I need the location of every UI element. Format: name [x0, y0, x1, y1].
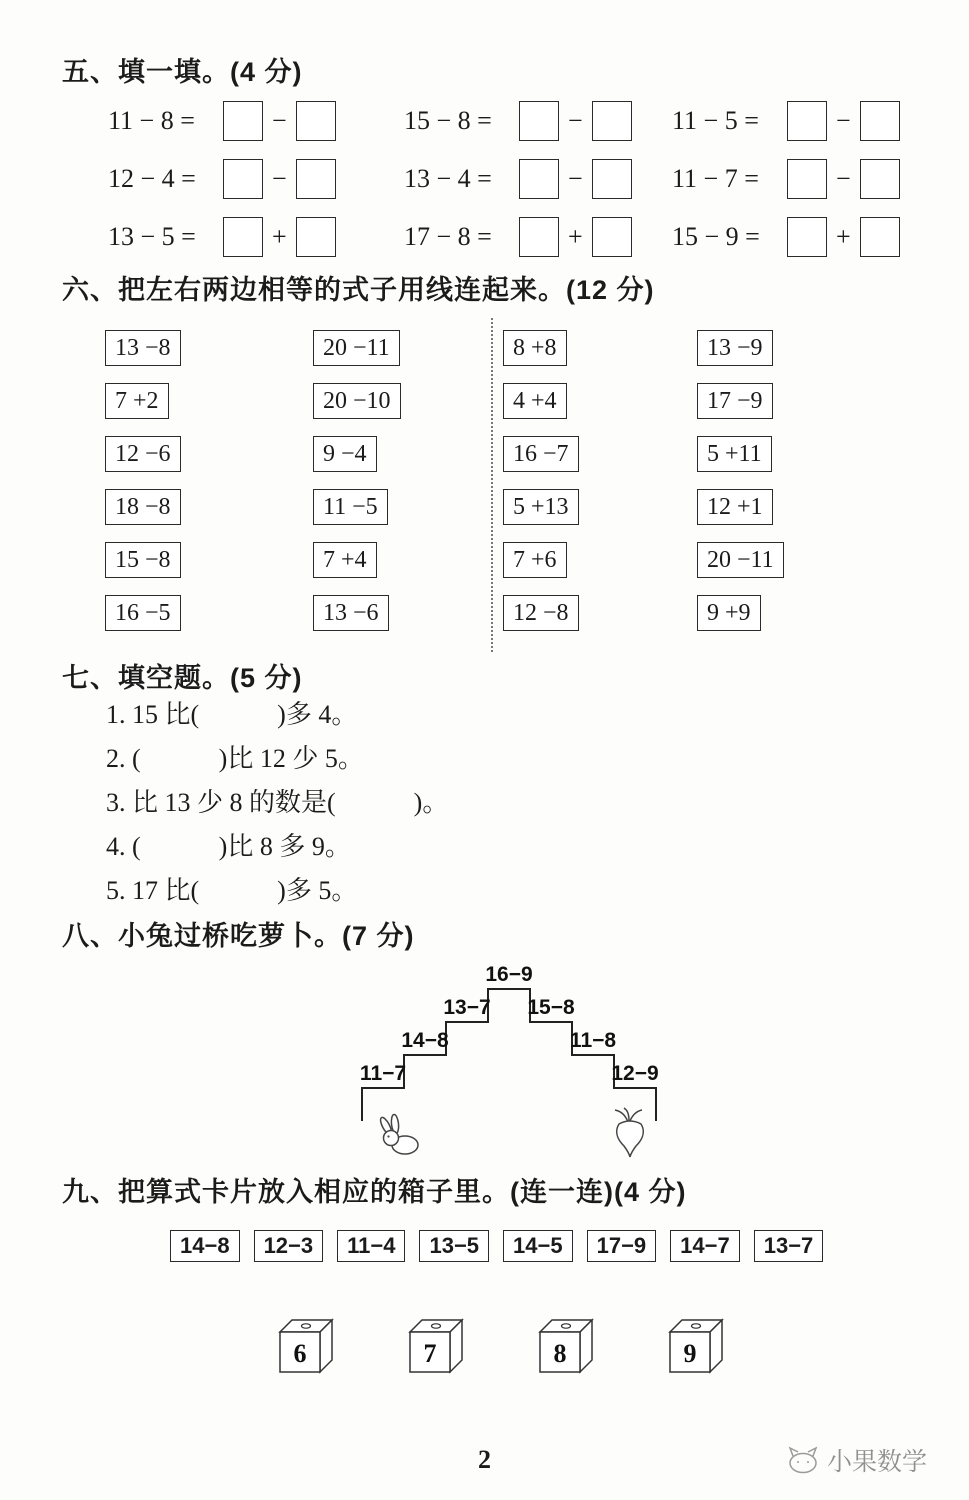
expression-card: 13 −6 [313, 595, 389, 631]
answer-box [787, 101, 827, 141]
equation [108, 158, 404, 200]
section9-boxes [278, 1316, 728, 1376]
answer-box [860, 159, 900, 199]
box-number: 8 [553, 1339, 567, 1368]
answer-box [519, 101, 559, 141]
expression-card: 14−8 [170, 1230, 240, 1262]
equation-lhs: 17 − 8 = [404, 222, 492, 251]
section5-title: 五、填一填。(4 分) [62, 57, 303, 87]
equation-lhs: 15 − 9 = [672, 222, 760, 251]
fill-blank-item: 2. ( )比 12 少 5。 [106, 744, 364, 773]
expression-card: 7 +2 [105, 383, 169, 419]
expression-card: 17 −9 [697, 383, 773, 419]
bridge-step-label: 14−8 [401, 1029, 449, 1052]
expression-card: 15 −8 [105, 542, 181, 578]
section6-column-1 [105, 330, 181, 631]
bridge-step-label: 13−7 [443, 996, 491, 1019]
equation-lhs: 15 − 8 = [404, 106, 492, 135]
number-box-cube [668, 1316, 728, 1376]
equation-operator: − [836, 106, 851, 135]
answer-box [296, 217, 336, 257]
section6-column-2 [313, 330, 401, 631]
answer-box [223, 159, 263, 199]
expression-card: 12 −6 [105, 436, 181, 472]
rabbit-icon [378, 1114, 418, 1154]
fill-blank-item: 5. 17 比( )多 5。 [106, 876, 358, 905]
box-number: 7 [423, 1339, 437, 1368]
expression-card: 11 −5 [313, 489, 388, 525]
expression-card: 12−3 [254, 1230, 324, 1262]
answer-box [592, 101, 632, 141]
answer-box [519, 159, 559, 199]
equation-operator: + [836, 222, 851, 251]
expression-card: 13 −9 [697, 330, 773, 366]
number-box-cube [538, 1316, 598, 1376]
equation [672, 100, 922, 142]
answer-box [296, 159, 336, 199]
expression-card: 17−9 [587, 1230, 657, 1262]
equation [404, 158, 672, 200]
dotted-divider [491, 318, 493, 652]
number-box-cube [408, 1316, 468, 1376]
answer-box [860, 217, 900, 257]
box-number: 9 [683, 1339, 697, 1368]
radish-icon [615, 1108, 643, 1157]
equation-operator: − [836, 164, 851, 193]
equation-operator: − [568, 164, 583, 193]
expression-card: 18 −8 [105, 489, 181, 525]
answer-box [860, 101, 900, 141]
page-number: 2 [478, 1445, 491, 1474]
equation-lhs: 11 − 8 = [108, 106, 195, 135]
bridge-staircase-outline [359, 989, 659, 1121]
section6-column-4 [697, 330, 784, 631]
expression-card: 13 −8 [105, 330, 181, 366]
expression-card: 14−7 [670, 1230, 740, 1262]
expression-card: 4 +4 [503, 383, 567, 419]
expression-card: 13−7 [754, 1230, 824, 1262]
answer-box [787, 217, 827, 257]
expression-card: 16 −5 [105, 595, 181, 631]
expression-card: 16 −7 [503, 436, 579, 472]
expression-card: 5 +11 [697, 436, 772, 472]
bridge-step-label: 16−9 [485, 963, 533, 986]
expression-card: 7 +6 [503, 542, 567, 578]
brand-watermark [786, 1442, 927, 1478]
equation [672, 216, 922, 258]
answer-box [787, 159, 827, 199]
answer-box [296, 101, 336, 141]
equation [404, 100, 672, 142]
expression-card: 9 +9 [697, 595, 761, 631]
equation-operator: − [272, 106, 287, 135]
expression-card: 8 +8 [503, 330, 567, 366]
fill-blank-item: 4. ( )比 8 多 9。 [106, 832, 351, 861]
expression-card: 5 +13 [503, 489, 579, 525]
equation [108, 216, 404, 258]
expression-card: 9 −4 [313, 436, 377, 472]
expression-card: 12 −8 [503, 595, 579, 631]
equation-operator: − [272, 164, 287, 193]
expression-card: 20 −11 [313, 330, 400, 366]
expression-card: 7 +4 [313, 542, 377, 578]
bridge-step-label: 15−8 [527, 996, 575, 1019]
answer-box [223, 101, 263, 141]
bridge-step-label: 12−9 [611, 1062, 659, 1085]
section5-equations [108, 100, 922, 258]
expression-card: 20 −11 [697, 542, 784, 578]
section7-items [106, 698, 448, 918]
equation-operator: + [272, 222, 287, 251]
bridge-step-label: 11−8 [569, 1029, 617, 1052]
section9-title: 九、把算式卡片放入相应的箱子里。(连一连)(4 分) [62, 1177, 687, 1207]
equation-lhs: 13 − 4 = [404, 164, 492, 193]
equation-lhs: 11 − 5 = [672, 106, 759, 135]
equation [108, 100, 404, 142]
bridge-diagram [340, 948, 680, 1173]
equation [672, 158, 922, 200]
equation [404, 216, 672, 258]
answer-box [223, 217, 263, 257]
expression-card: 11−4 [337, 1230, 405, 1262]
answer-box [592, 159, 632, 199]
fill-blank-item: 3. 比 13 少 8 的数是( )。 [106, 788, 449, 817]
expression-card: 14−5 [503, 1230, 573, 1262]
brand-name: 小果数学 [826, 1448, 927, 1476]
answer-box [592, 217, 632, 257]
section8-title: 八、小兔过桥吃萝卜。(7 分) [62, 921, 415, 951]
section9-cards [170, 1230, 823, 1262]
fill-blank-item: 1. 15 比( )多 4。 [106, 700, 358, 729]
answer-box [519, 217, 559, 257]
equation-lhs: 11 − 7 = [672, 164, 759, 193]
box-number: 6 [293, 1339, 307, 1368]
expression-card: 13−5 [419, 1230, 489, 1262]
section7-title: 七、填空题。(5 分) [62, 663, 303, 693]
bridge-step-label: 11−7 [359, 1062, 407, 1085]
equation-lhs: 13 − 5 = [108, 222, 196, 251]
equation-lhs: 12 − 4 = [108, 164, 196, 193]
equation-operator: − [568, 106, 583, 135]
section6-column-3 [503, 330, 579, 631]
expression-card: 12 +1 [697, 489, 773, 525]
number-box-cube [278, 1316, 338, 1376]
expression-card: 20 −10 [313, 383, 401, 419]
section6-title: 六、把左右两边相等的式子用线连起来。(12 分) [62, 275, 655, 305]
cat-logo-icon [786, 1446, 820, 1474]
equation-operator: + [568, 222, 583, 251]
